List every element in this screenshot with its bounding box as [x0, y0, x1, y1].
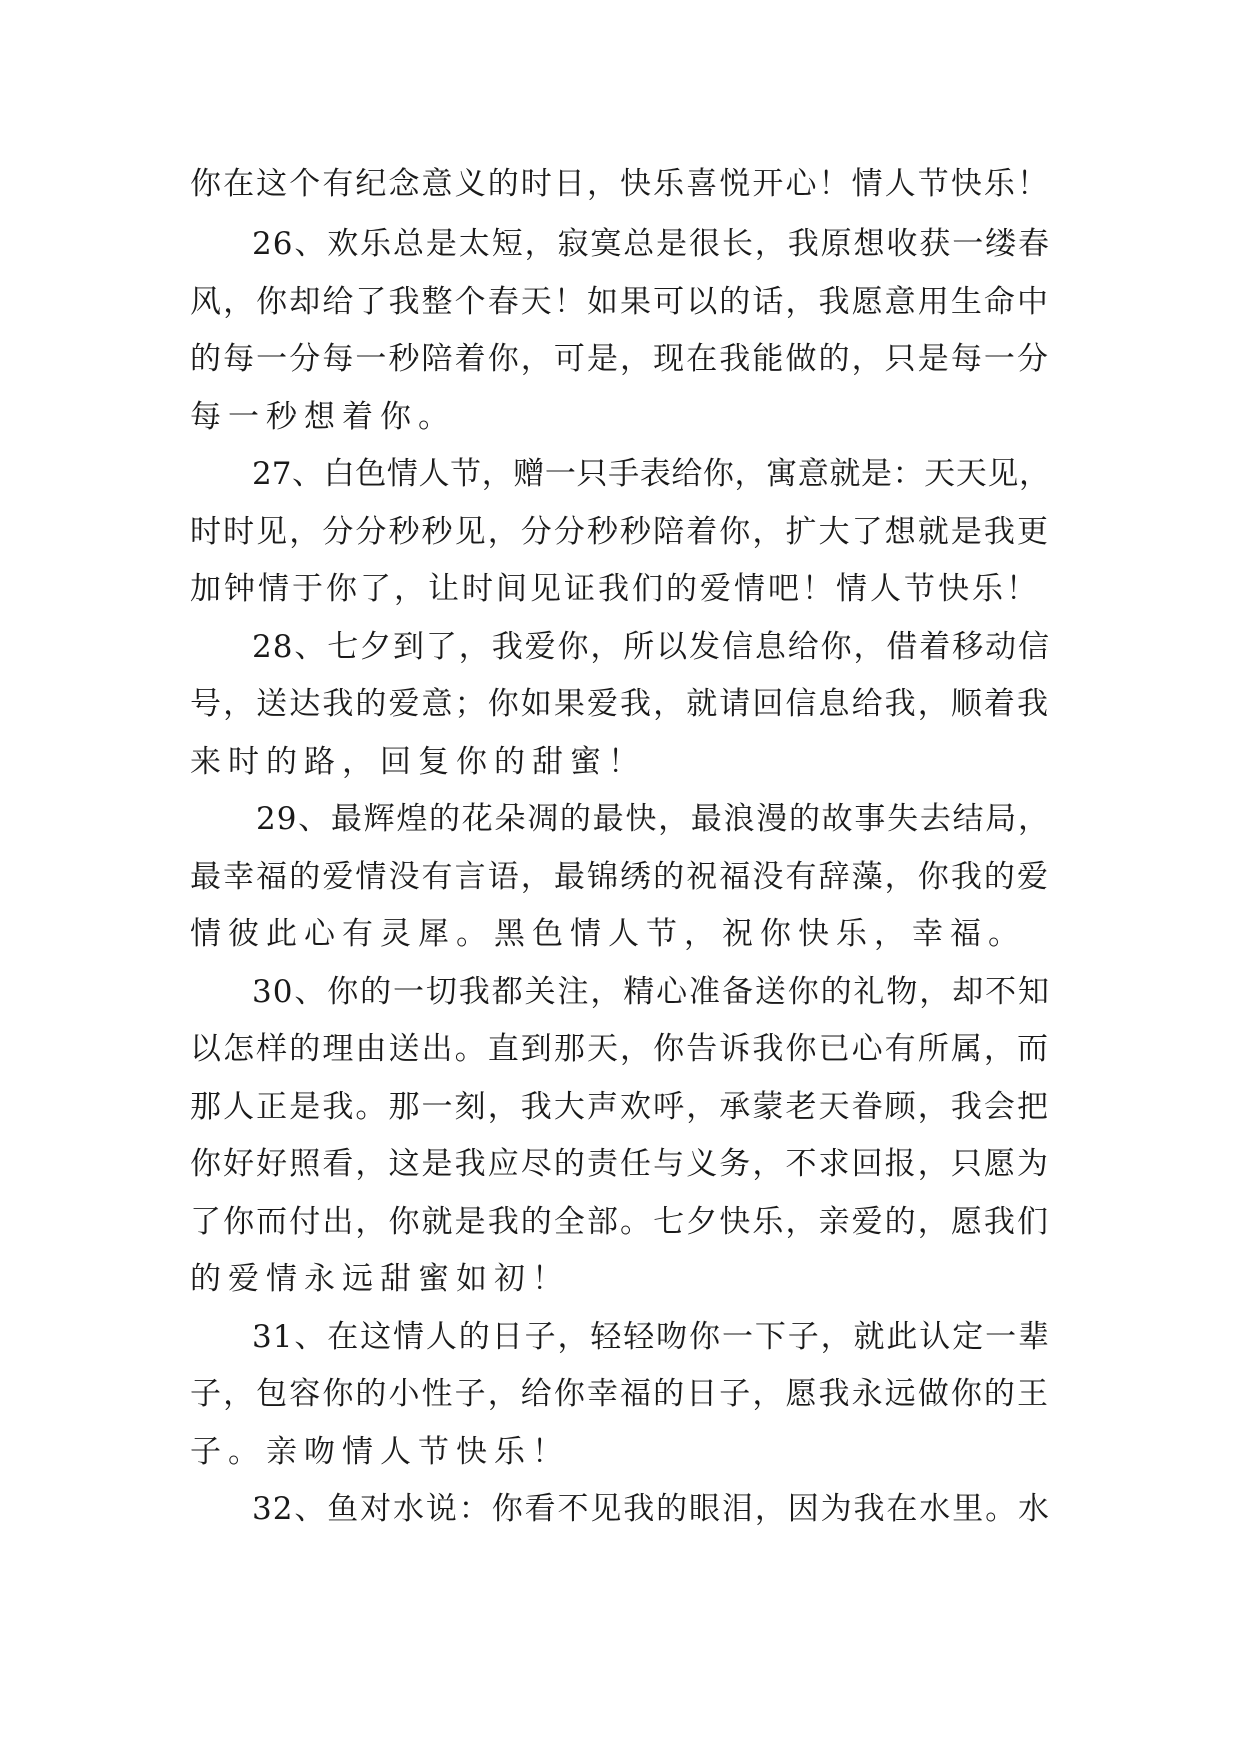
text-line: 时时见，分分秒秒见，分分秒秒陪着你，扩大了想就是我更: [190, 514, 1050, 550]
paragraph-start-line: 30、你的一切我都关注，精心准备送你的礼物，却不知: [252, 974, 1050, 1010]
text-line: 了你而付出，你就是我的全部。七夕快乐，亲爱的，愿我们: [190, 1204, 1050, 1240]
text-line: 以怎样的理由送出。直到那天，你告诉我你已心有所属，而: [190, 1031, 1050, 1067]
text-line: 的每一分每一秒陪着你，可是，现在我能做的，只是每一分: [190, 341, 1050, 377]
text-line: 情彼此心有灵犀。黑色情人节，祝你快乐，幸福。: [190, 916, 1026, 952]
paragraph-start-line: 29、最辉煌的花朵凋的最快，最浪漫的故事失去结局，: [256, 801, 1050, 837]
paragraph-start-line: 27、白色情人节，赠一只手表给你，寓意就是：天天见，: [252, 456, 1050, 492]
text-line: 的爱情永远甜蜜如初！: [190, 1261, 570, 1297]
text-line: 子。亲吻情人节快乐！: [190, 1434, 570, 1470]
text-line: 号，送达我的爱意；你如果爱我，就请回信息给我，顺着我: [190, 686, 1050, 722]
text-line: 你在这个有纪念意义的时日，快乐喜悦开心！情人节快乐！: [190, 166, 1050, 202]
paragraph-start-line: 28、七夕到了，我爱你，所以发信息给你，借着移动信: [252, 629, 1050, 665]
text-line: 每一秒想着你。: [190, 399, 456, 435]
paragraph-start-line: 26、欢乐总是太短，寂寞总是很长，我原想收获一缕春: [252, 226, 1050, 262]
text-line: 加钟情于你了，让时间见证我们的爱情吧！情人节快乐！: [190, 571, 1040, 607]
text-line: 风，你却给了我整个春天！如果可以的话，我愿意用生命中: [190, 284, 1050, 320]
text-line: 子，包容你的小性子，给你幸福的日子，愿我永远做你的王: [190, 1376, 1050, 1412]
paragraph-start-line: 32、鱼对水说：你看不见我的眼泪，因为我在水里。水: [252, 1491, 1050, 1527]
text-line: 最幸福的爱情没有言语，最锦绣的祝福没有辞藻，你我的爱: [190, 859, 1050, 895]
text-line: 那人正是我。那一刻，我大声欢呼，承蒙老天眷顾，我会把: [190, 1089, 1050, 1125]
paragraph-start-line: 31、在这情人的日子，轻轻吻你一下子，就此认定一辈: [252, 1319, 1050, 1355]
text-line: 来时的路，回复你的甜蜜！: [190, 744, 646, 780]
text-line: 你好好照看，这是我应尽的责任与义务，不求回报，只愿为: [190, 1146, 1050, 1182]
